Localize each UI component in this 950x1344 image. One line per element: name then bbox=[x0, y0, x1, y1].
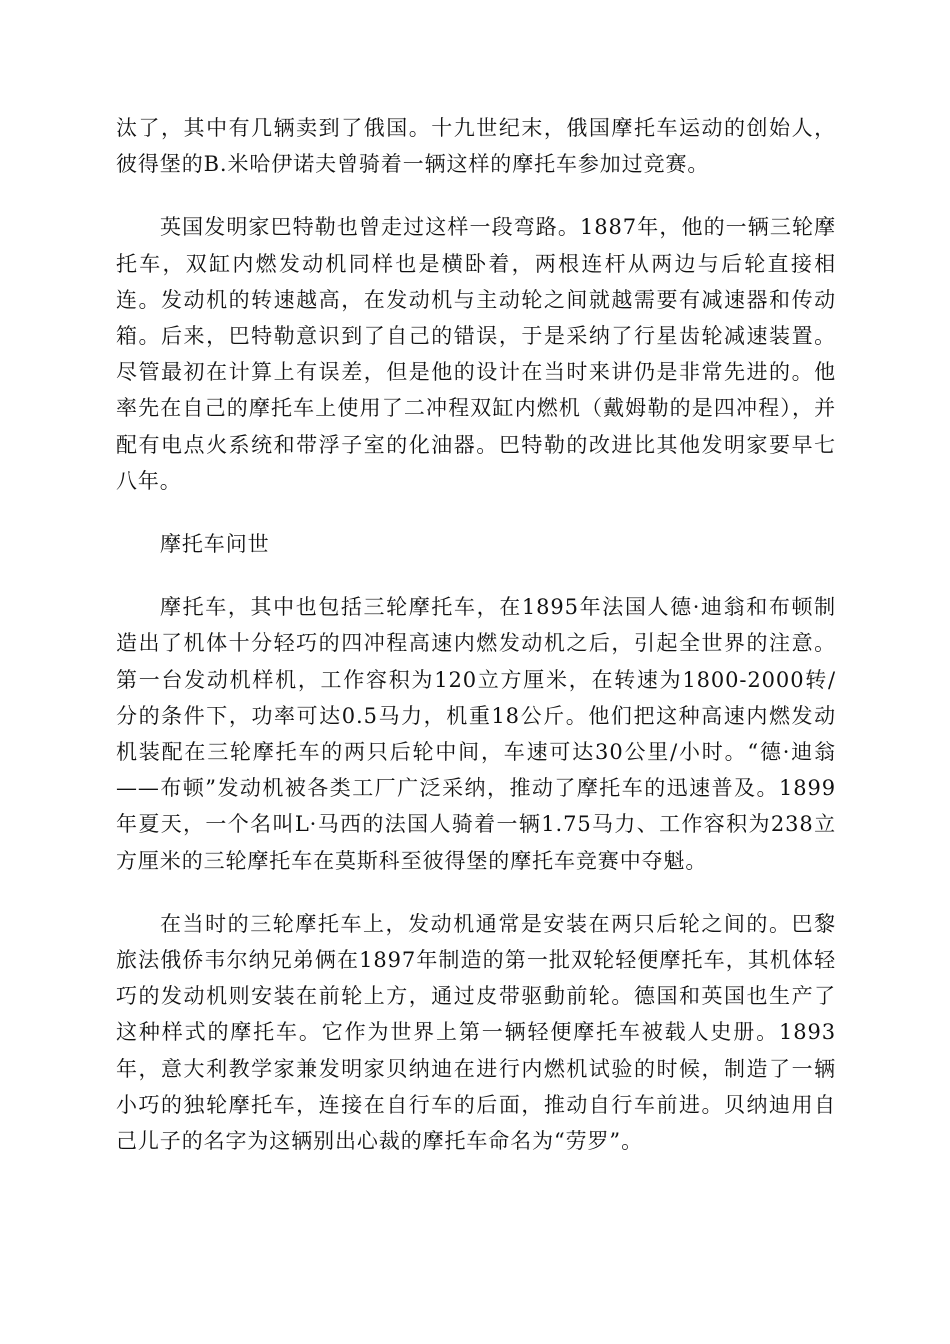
paragraph-de-dion-bouton: 摩托车，其中也包括三轮摩托车，在1895年法国人德·迪翁和布顿制造出了机体十分轻巧的四冲程高速内燃发动机之后，引起全世界的注意。第一台发动机样机，工作容积为120立方厘米，在转速为1800-2000转/分的条件下，功率可达0.5马力，机重18公斤。他们把这种高速内燃发动机装配在三轮摩托车的两只后轮中间，车速可达30公里/小时。“德·迪翁——布顿”发动机被各类工厂广泛采纳，推动了摩托车的迅速普及。1899年夏天，一个名叫L·马西的法国人骑着一辆1.75马力、工作容积为238立方厘米的三轮摩托车在莫斯科至彼得堡的摩托车竞赛中夺魁。 bbox=[116, 595, 836, 873]
paragraph-continuation: 汰了，其中有几辆卖到了俄国。十九世纪末，俄国摩托车运动的创始人，彼得堡的B.米哈伊诺夫曾骑着一辆这样的摩托车参加过竞赛。 bbox=[116, 116, 836, 177]
paragraph-butler: 英国发明家巴特勒也曾走过这样一段弯路。1887年，他的一辆三轮摩托车，双缸内燃发动机同样也是横卧着，两根连杆从两边与后轮直接相连。发动机的转速越高，在发动机与主动轮之间就越需要有减速器和传动箱。后来，巴特勒意识到了自己的错误，于是采纳了行星齿轮减速装置。尽管最初在计算上有误差，但是他的设计在当时来讲仍是非常先进的。他率先在自己的摩托车上使用了二冲程双缸内燃机（戴姆勒的是四冲程），并配有电点火系统和带浮子室的化油器。巴特勒的改进比其他发明家要早七八年。 bbox=[116, 215, 836, 493]
document-page bbox=[116, 110, 836, 1186]
section-heading: 摩托车问世 bbox=[160, 532, 270, 557]
paragraph-werner-brothers: 在当时的三轮摩托车上，发动机通常是安装在两只后轮之间的。巴黎旅法俄侨韦尔纳兄弟俩在1897年制造的第一批双轮轻便摩托车，其机体轻巧的发动机则安装在前轮上方，通过皮带驱動前轮。德国和英国也生产了这种样式的摩托车。它作为世界上第一辆轻便摩托车被载人史册。1893年，意大利教学家兼发明家贝纳迪在进行内燃机试验的时候，制造了一辆小巧的独轮摩托车，连接在自行车的后面，推动自行车前进。贝纳迪用自己儿子的名字为这辆别出心裁的摩托车命名为“劳罗”。 bbox=[116, 911, 836, 1154]
